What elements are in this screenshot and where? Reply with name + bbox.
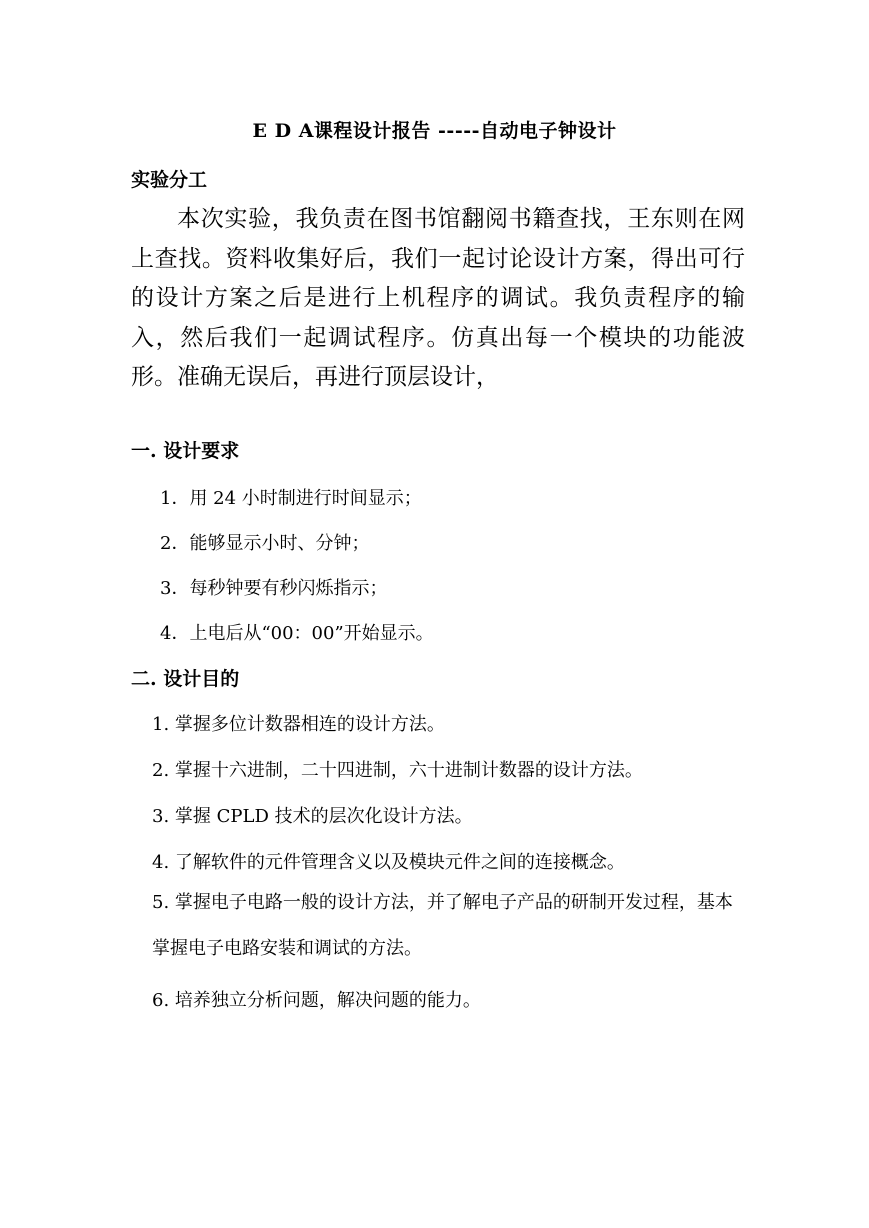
purpose-item: 4. 了解软件的元件管理含义以及模块元件之间的连接概念。 <box>152 852 625 873</box>
purpose-heading: 二. 设计目的 <box>131 668 240 690</box>
requirements-heading: 一. 设计要求 <box>131 440 240 462</box>
requirement-item: 4．上电后从“00：00”开始显示。 <box>160 623 434 644</box>
purpose-item: 1. 掌握多位计数器相连的设计方法。 <box>152 714 445 735</box>
purpose-item: 3. 掌握 CPLD 技术的层次化设计方法。 <box>152 806 473 827</box>
purpose-item: 5. 掌握电子电路一般的设计方法，并了解电子产品的研制开发过程，基本掌握电子电路安装和调试的方法。 <box>152 892 733 959</box>
document-title: E D A课程设计报告 -----自动电子钟设计 <box>252 120 617 142</box>
purpose-item: 6. 培养独立分析问题，解决问题的能力。 <box>152 990 481 1011</box>
requirement-item: 1．用 24 小时制进行时间显示； <box>160 488 422 509</box>
requirement-item: 2．能够显示小时、分钟； <box>160 533 370 554</box>
division-paragraph: 本次实验，我负责在图书馆翻阅书籍查找，王东则在网上查找。资料收集好后，我们一起讨论设计方案，得出可行的设计方案之后是进行上机程序的调试。我负责程序的输入，然后我们一起调试程序。仿真出每一个模块的功能波形。准确无误后，再进行顶层设计， <box>131 206 745 391</box>
division-heading: 实验分工 <box>131 169 208 191</box>
requirement-item: 3．每秒钟要有秒闪烁指示； <box>160 578 388 599</box>
purpose-item: 2. 掌握十六进制，二十四进制，六十进制计数器的设计方法。 <box>152 760 643 781</box>
